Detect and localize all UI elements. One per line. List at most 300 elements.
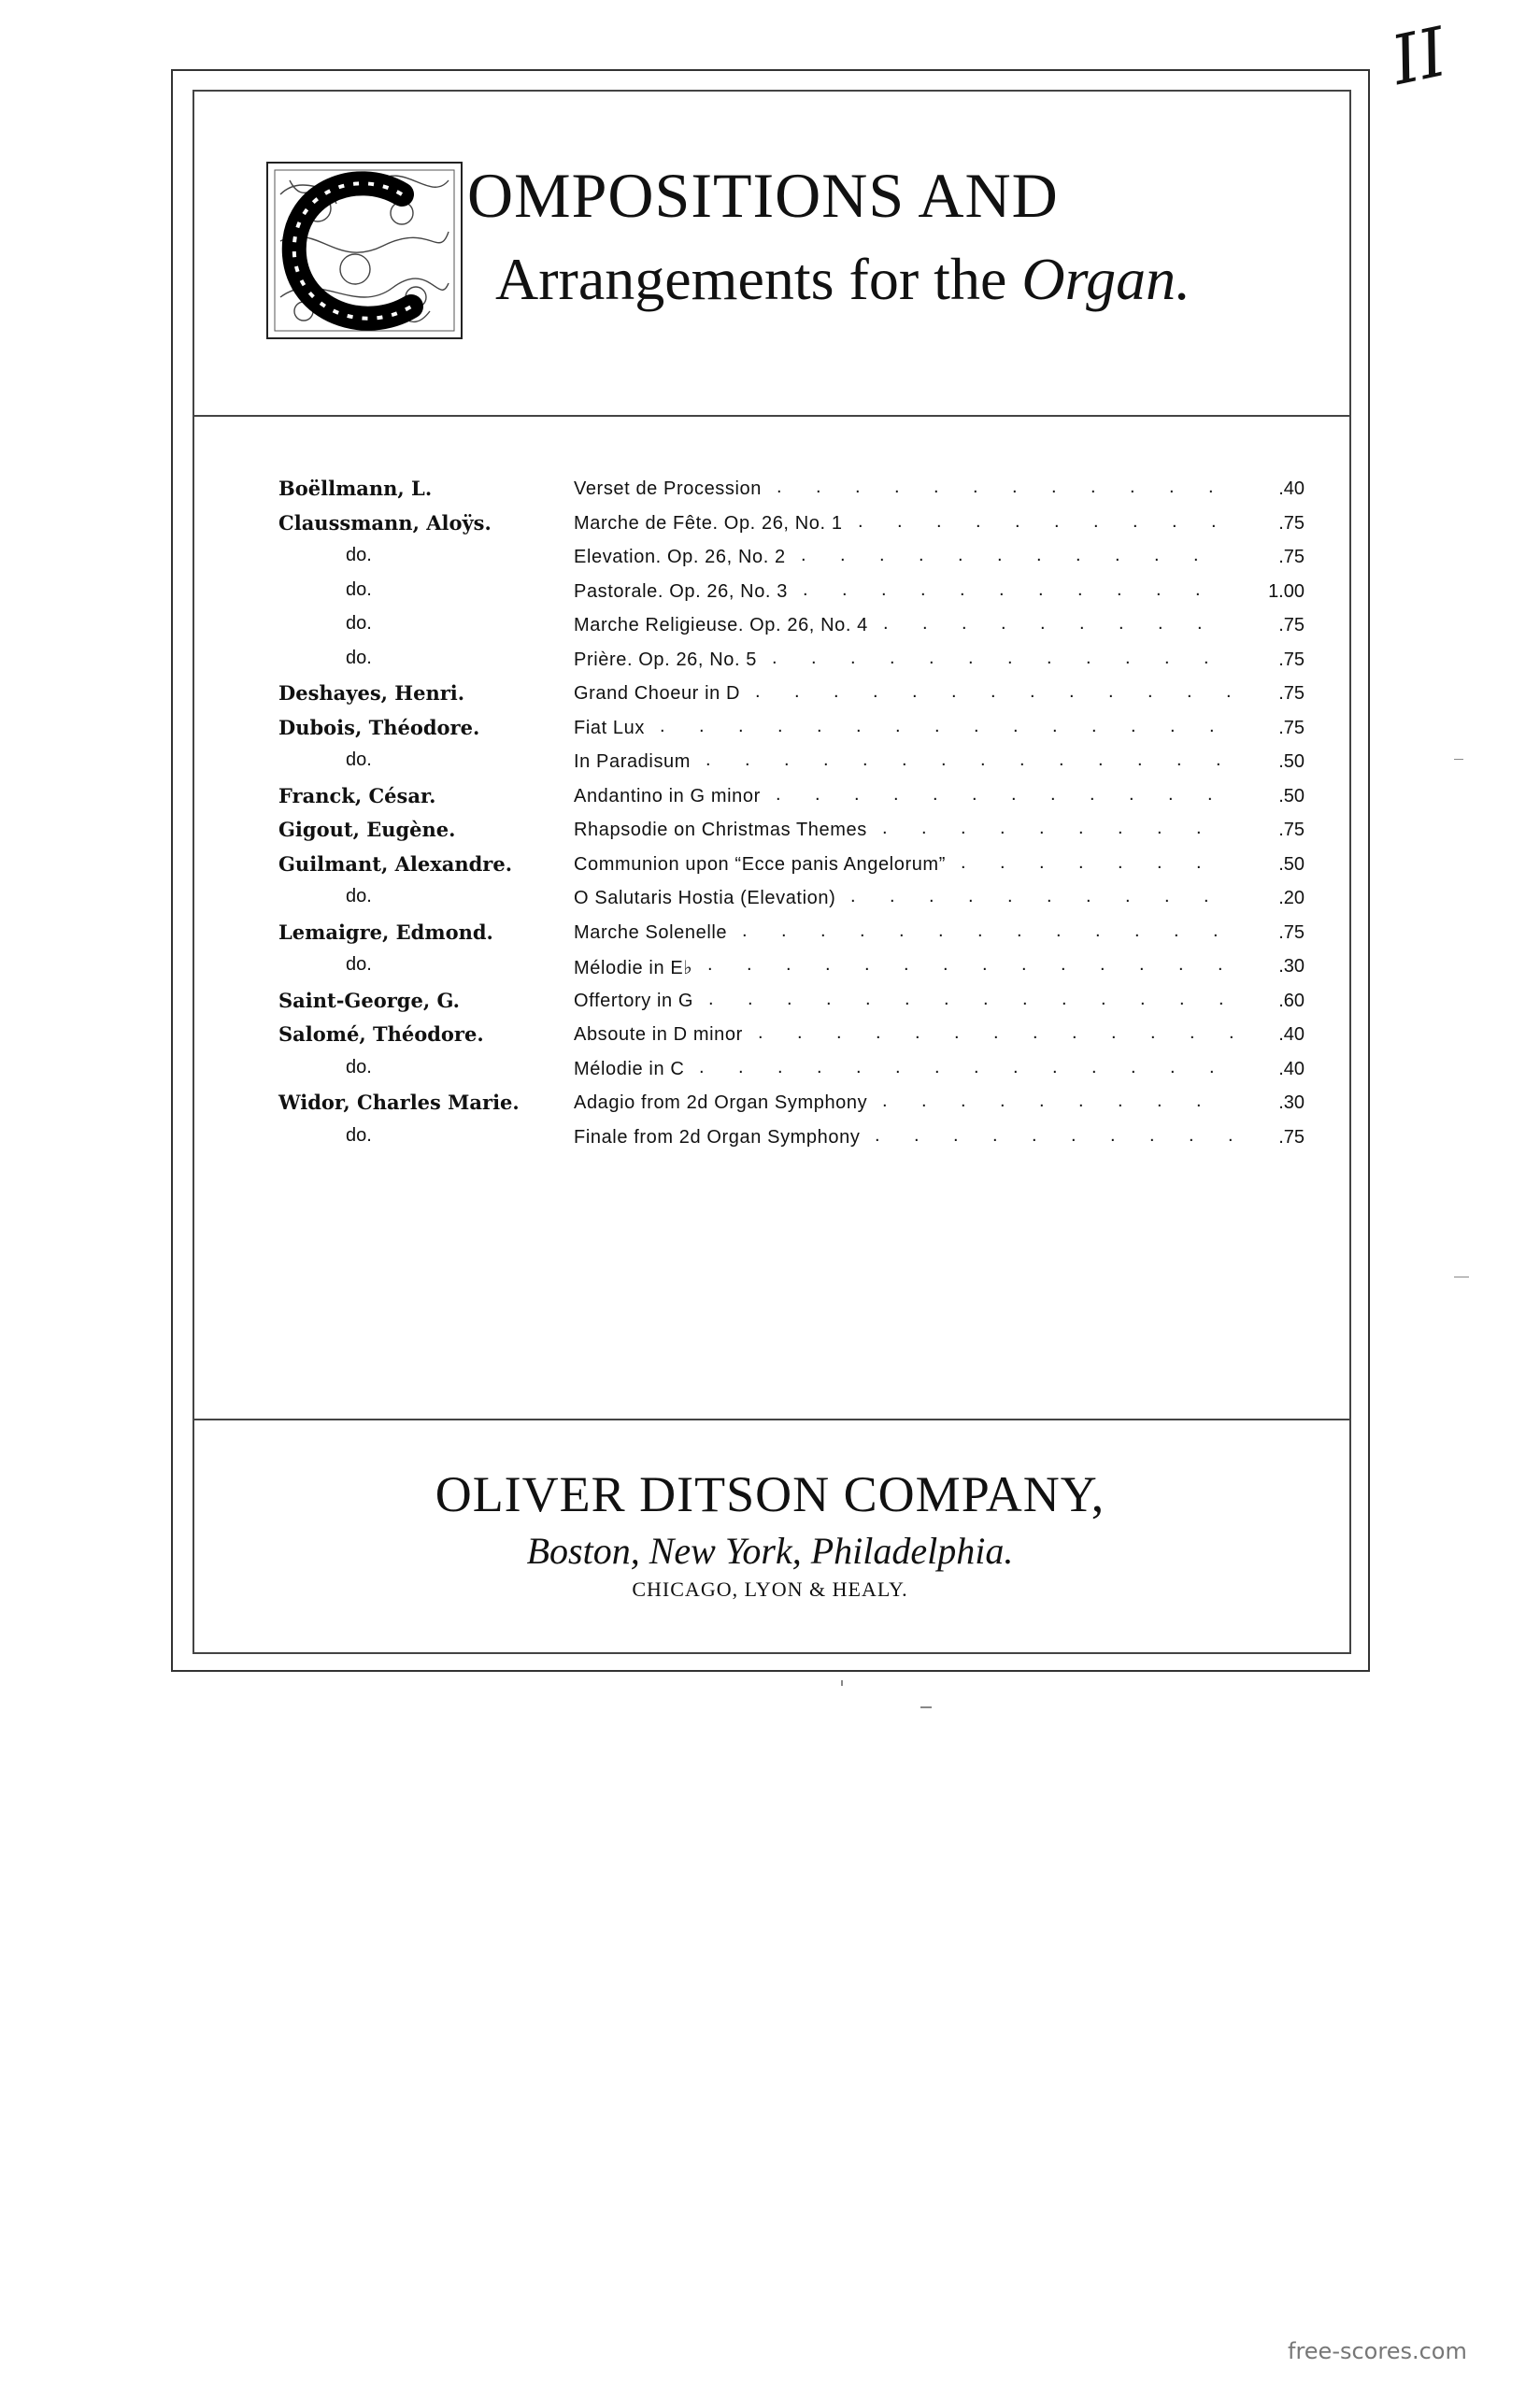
leader-dot: . (982, 954, 988, 975)
leader-dot: . (893, 783, 899, 805)
leader-dot: . (974, 1056, 979, 1077)
price: .75 (1278, 820, 1305, 840)
publisher-name: OLIVER DITSON COMPANY, (435, 1466, 1105, 1522)
leader-dot: . (1051, 477, 1057, 497)
leader-dot: . (974, 715, 979, 736)
leader-dot: . (1148, 681, 1153, 702)
leader-dot: . (999, 578, 1005, 600)
leader-dot: . (801, 545, 806, 565)
leader-dot: . (815, 783, 820, 805)
leader-dot: . (1119, 613, 1124, 634)
leader-dot: . (823, 749, 829, 770)
leader-dot: . (1047, 886, 1052, 906)
composer-name: do. (346, 578, 372, 600)
leader-dot: . (902, 749, 907, 770)
leader-dot: . (1190, 1022, 1195, 1043)
list-item (277, 954, 1305, 989)
leader-dot: . (758, 1022, 763, 1043)
leader-dot: . (820, 920, 826, 941)
leader-dot: . (777, 477, 782, 497)
leader-dot: . (1178, 954, 1184, 975)
leader-dot: . (944, 988, 949, 1009)
leader-dot: . (899, 920, 905, 941)
list-item (277, 749, 1305, 784)
composer-name: Saint-George, G. (278, 988, 460, 1012)
leader-dot: . (934, 477, 939, 497)
leader-dot: . (1021, 954, 1027, 975)
leader-dot: . (777, 715, 783, 736)
scan-speck (1454, 759, 1463, 760)
leader-dot: . (1125, 647, 1131, 668)
leader-dot: . (973, 477, 978, 497)
leader-dot: . (1062, 988, 1067, 1009)
leader-dot: . (699, 1056, 705, 1077)
ornamental-initial-c (262, 157, 467, 344)
leader-dot: . (708, 988, 714, 1009)
leader-dot: . (929, 647, 934, 668)
leader-dot: . (1022, 988, 1028, 1009)
leader-dot: . (784, 749, 790, 770)
leader-dot: . (933, 783, 938, 805)
composition-title: Mélodie in E♭ (574, 958, 693, 978)
leader-dot: . (1110, 1124, 1116, 1146)
leader-dot: . (1091, 477, 1096, 497)
leader-dot: . (934, 1056, 940, 1077)
leader-dot: . (1174, 920, 1179, 941)
leader-dot: . (954, 1022, 960, 1043)
composer-name: do. (346, 954, 372, 975)
price: 1.00 (1268, 580, 1305, 602)
leader-dot: . (879, 545, 885, 565)
leader-dot: . (1149, 1124, 1155, 1146)
leader-dot: . (921, 818, 927, 838)
composition-title: Fiat Lux (574, 717, 645, 738)
leader-dot: . (895, 715, 901, 736)
price: .75 (1278, 547, 1305, 567)
leader-dot: . (1052, 1056, 1058, 1077)
list-item (277, 1125, 1305, 1160)
leader-dot: . (1111, 1022, 1117, 1043)
list-item (277, 920, 1305, 955)
leader-dot: . (897, 510, 903, 532)
price: .75 (1278, 683, 1305, 704)
composer-name: Deshayes, Henri. (278, 681, 465, 705)
leader-dot: . (826, 988, 832, 1009)
leader-dot: . (854, 783, 860, 805)
leader-dot: . (797, 1022, 803, 1043)
leader-dot: . (1020, 749, 1025, 770)
price: .30 (1278, 1092, 1305, 1113)
leader-dot: . (1117, 578, 1122, 600)
leader-dot: . (834, 681, 839, 702)
leader-dot: . (1013, 1056, 1019, 1077)
leader-dot: . (1078, 1091, 1084, 1111)
price: .50 (1278, 751, 1305, 772)
leader-dot: . (1169, 477, 1175, 497)
composition-title: Prière. Op. 26, No. 5 (574, 649, 758, 670)
composition-title: In Paradisum (574, 751, 692, 772)
leader-dot: . (850, 647, 856, 668)
leader-dot: . (1115, 545, 1120, 565)
leader-dot: . (787, 988, 792, 1009)
list-item (277, 545, 1305, 579)
leader-dot: . (905, 988, 910, 1009)
composition-title: Communion upon “Ecce panis Angelorum” (574, 853, 946, 875)
leader-dot: . (1193, 545, 1199, 565)
leader-dot: . (992, 1124, 998, 1146)
price: .40 (1278, 478, 1305, 499)
composition-title: Offertory in G (574, 990, 694, 1011)
leader-dot: . (953, 1124, 959, 1146)
title-organ-word: Organ. (1021, 246, 1191, 312)
leader-dot: . (976, 510, 981, 532)
leader-dot: . (803, 578, 808, 600)
publisher-cities: Boston, New York, Philadelphia. (526, 1530, 1014, 1572)
leader-dot: . (1033, 1022, 1038, 1043)
leader-dot: . (1229, 1022, 1234, 1043)
leader-dot: . (983, 988, 989, 1009)
leader-dot: . (706, 749, 711, 770)
leader-dot: . (1040, 613, 1046, 634)
leader-dot: . (772, 647, 777, 668)
leader-dot: . (794, 681, 800, 702)
composer-name: do. (346, 749, 372, 770)
leader-dot: . (1090, 783, 1095, 805)
leader-dot: . (1086, 647, 1091, 668)
list-item (277, 1022, 1305, 1057)
leader-dot: . (1170, 1056, 1176, 1077)
leader-dot: . (997, 545, 1003, 565)
leader-dot: . (755, 681, 761, 702)
leader-dot: . (943, 954, 948, 975)
leader-dot: . (1079, 613, 1085, 634)
leader-dot: . (1069, 681, 1075, 702)
leader-dot: . (1007, 886, 1013, 906)
leader-dot: . (1139, 954, 1145, 975)
leader-dot: . (1209, 1056, 1215, 1077)
leader-dot: . (1072, 1022, 1077, 1043)
leader-dot: . (1030, 681, 1035, 702)
leader-dot: . (1076, 545, 1081, 565)
leader-dot: . (914, 1124, 920, 1146)
price: .60 (1278, 990, 1305, 1011)
leader-dot: . (1039, 818, 1045, 838)
composer-name: do. (346, 545, 372, 565)
leader-dot: . (1001, 613, 1006, 634)
leader-dot: . (1204, 647, 1209, 668)
leader-dot: . (850, 886, 856, 906)
leader-dot: . (863, 749, 868, 770)
list-item (277, 818, 1305, 852)
leader-dot: . (1091, 1056, 1097, 1077)
leader-dot: . (1156, 578, 1162, 600)
leader-dot: . (968, 886, 974, 906)
leader-dot: . (1000, 818, 1005, 838)
leader-dot: . (921, 1091, 927, 1111)
leader-dot: . (1207, 783, 1213, 805)
leader-dot: . (747, 954, 752, 975)
leader-dot: . (1131, 715, 1136, 736)
leader-dot: . (1197, 613, 1203, 634)
leader-dot: . (860, 920, 865, 941)
leader-dot: . (961, 818, 966, 838)
leader-dot: . (865, 988, 871, 1009)
composer-name: Widor, Charles Marie. (278, 1091, 520, 1114)
leader-dot: . (1039, 1091, 1045, 1111)
leader-dot: . (745, 749, 750, 770)
watermark: free-scores.com (1288, 2338, 1467, 2364)
leader-dot: . (699, 715, 705, 736)
price: .75 (1278, 717, 1305, 738)
leader-dot: . (1091, 715, 1097, 736)
leader-dot: . (1195, 578, 1201, 600)
price: .75 (1278, 649, 1305, 670)
composition-title: Absoute in D minor (574, 1024, 743, 1045)
composer-name: Franck, César. (278, 783, 436, 807)
leader-dot: . (1050, 783, 1056, 805)
leader-dot: . (920, 578, 926, 600)
composer-name: Lemaigre, Edmond. (278, 920, 493, 944)
leader-dot: . (1052, 715, 1058, 736)
leader-dot: . (919, 545, 924, 565)
leader-dot: . (1007, 647, 1013, 668)
leader-dot: . (1013, 715, 1019, 736)
publisher-agent: CHICAGO, LYON & HEALY. (632, 1577, 908, 1601)
leader-dot: . (1196, 851, 1202, 873)
leader-dot: . (936, 510, 942, 532)
price: .50 (1278, 853, 1305, 875)
price: .50 (1278, 785, 1305, 806)
leader-dot: . (1168, 783, 1174, 805)
leader-dot: . (1093, 510, 1099, 532)
leader-dot: . (1157, 851, 1162, 873)
leader-dot: . (1157, 818, 1162, 838)
leader-dot: . (881, 578, 887, 600)
composer-name: Dubois, Théodore. (278, 715, 480, 739)
leader-dot: . (1017, 920, 1022, 941)
leader-dot: . (776, 783, 781, 805)
leader-dot: . (1154, 545, 1160, 565)
leader-dot: . (1077, 578, 1083, 600)
leader-dot: . (1015, 510, 1020, 532)
leader-dot: . (1208, 477, 1214, 497)
leader-dot: . (882, 818, 888, 838)
leader-dot: . (958, 545, 963, 565)
leader-dot: . (883, 613, 889, 634)
leader-dot: . (817, 1056, 822, 1077)
leader-dot: . (1098, 749, 1104, 770)
scan-speck (920, 1706, 932, 1708)
leader-dot: . (1125, 886, 1131, 906)
leader-dot: . (1133, 510, 1138, 532)
list-item (277, 1091, 1305, 1125)
leader-dot: . (961, 1091, 966, 1111)
leader-dot: . (1071, 1124, 1077, 1146)
leader-dot: . (876, 1022, 881, 1043)
leader-dot: . (1176, 749, 1182, 770)
leader-dot: . (1118, 1091, 1123, 1111)
composer-name: Claussmann, Aloÿs. (278, 510, 492, 535)
leader-dot: . (1164, 647, 1170, 668)
leader-dot: . (1219, 988, 1224, 1009)
leader-dot: . (961, 851, 966, 873)
leader-dot: . (825, 954, 831, 975)
list-item (277, 852, 1305, 887)
leader-dot: . (856, 715, 862, 736)
leader-dot: . (991, 681, 996, 702)
leader-dot: . (1134, 920, 1140, 941)
composer-name: Salomé, Théodore. (278, 1022, 484, 1046)
leader-dot: . (960, 578, 965, 600)
list-item (277, 989, 1305, 1023)
leader-dot: . (786, 954, 791, 975)
price: .20 (1278, 888, 1305, 908)
composition-title: Andantino in G minor (574, 785, 761, 806)
list-item (277, 784, 1305, 819)
list-item (277, 477, 1305, 511)
leader-dot: . (1211, 510, 1217, 532)
leader-dot: . (1108, 681, 1114, 702)
leader-dot: . (842, 578, 848, 600)
leader-dot: . (922, 613, 928, 634)
leader-dot: . (1158, 613, 1163, 634)
title-line-2 (495, 245, 1191, 314)
leader-dot: . (1216, 749, 1221, 770)
price: .40 (1278, 1024, 1305, 1045)
leader-dot: . (811, 647, 817, 668)
leader-dot: . (1150, 1022, 1156, 1043)
composer-name: do. (346, 647, 372, 668)
leader-dot: . (895, 1056, 901, 1077)
leader-dot: . (1209, 715, 1215, 736)
title-line-2-text: Arrangements for the (495, 246, 1022, 312)
leader-dot: . (993, 1022, 999, 1043)
composition-title: Marche Religieuse. Op. 26, No. 4 (574, 615, 868, 635)
composer-name: do. (346, 1056, 372, 1077)
leader-dot: . (1047, 647, 1052, 668)
leader-dot: . (1012, 477, 1018, 497)
leader-dot: . (1170, 715, 1176, 736)
leader-dot: . (890, 647, 895, 668)
leader-dot: . (742, 920, 748, 941)
leader-dot: . (836, 1022, 842, 1043)
leader-dot: . (840, 545, 846, 565)
composition-title: Elevation. Op. 26, No. 2 (574, 547, 786, 567)
leader-dot: . (748, 988, 753, 1009)
leader-dot: . (1130, 477, 1135, 497)
leader-dot: . (777, 1056, 783, 1077)
list-item (277, 1057, 1305, 1092)
leader-dot: . (938, 920, 944, 941)
leader-dot: . (1038, 578, 1044, 600)
composition-title: Adagio from 2d Organ Symphony (574, 1092, 868, 1113)
leader-dot: . (1179, 988, 1185, 1009)
leader-dot: . (1086, 886, 1091, 906)
leader-dot: . (1118, 818, 1123, 838)
price: .40 (1278, 1058, 1305, 1079)
leader-dot: . (1131, 1056, 1136, 1077)
leader-dot: . (1187, 681, 1192, 702)
leader-dot: . (1164, 886, 1170, 906)
composition-title: Marche de Fête. Op. 26, No. 1 (574, 512, 843, 534)
composition-title: Mélodie in C (574, 1058, 685, 1079)
list-item (277, 579, 1305, 614)
leader-dot: . (1101, 988, 1106, 1009)
list-item (277, 511, 1305, 546)
leader-dot: . (855, 477, 861, 497)
leader-dot: . (980, 749, 986, 770)
leader-dot: . (1061, 954, 1066, 975)
price: .75 (1278, 1126, 1305, 1148)
leader-dot: . (1100, 954, 1105, 975)
list-item (277, 648, 1305, 682)
leader-dot: . (816, 477, 821, 497)
leader-dot: . (1218, 954, 1223, 975)
leader-dot: . (1032, 1124, 1037, 1146)
leader-dot: . (941, 749, 947, 770)
leader-dot: . (738, 1056, 744, 1077)
leader-dot: . (1129, 783, 1134, 805)
list-item (277, 613, 1305, 648)
leader-dot: . (1011, 783, 1017, 805)
composition-title: Verset de Procession (574, 478, 762, 499)
leader-dot: . (873, 681, 878, 702)
leader-dot: . (1196, 1091, 1202, 1111)
leader-dot: . (912, 681, 918, 702)
leader-dot: . (1000, 851, 1005, 873)
leader-dot: . (1213, 920, 1219, 941)
leader-dot: . (1140, 988, 1146, 1009)
leader-dot: . (1039, 851, 1045, 873)
leader-dot: . (1189, 1124, 1194, 1146)
leader-dot: . (929, 886, 934, 906)
leader-dot: . (1157, 1091, 1162, 1111)
leader-dot: . (660, 715, 665, 736)
leader-dot: . (1056, 920, 1062, 941)
leader-dot: . (968, 647, 974, 668)
composer-name: do. (346, 886, 372, 906)
leader-dot: . (1078, 818, 1084, 838)
leader-dot: . (1036, 545, 1042, 565)
leader-dot: . (1000, 1091, 1005, 1111)
leader-dot: . (781, 920, 787, 941)
leader-dot: . (977, 920, 983, 941)
leader-dot: . (1078, 851, 1084, 873)
composition-title: Finale from 2d Organ Symphony (574, 1126, 861, 1148)
leader-dot: . (890, 886, 895, 906)
composition-title: Grand Choeur in D (574, 683, 741, 704)
compositions-list (277, 477, 1305, 1159)
list-item (277, 886, 1305, 920)
leader-dot: . (1059, 749, 1064, 770)
composition-title: Marche Solenelle (574, 921, 728, 943)
composer-name: do. (346, 1124, 372, 1146)
list-item (277, 681, 1305, 716)
leader-dot: . (858, 510, 863, 532)
leader-dot: . (1137, 749, 1143, 770)
leader-dot: . (1118, 851, 1123, 873)
composer-name: Gigout, Eugène. (278, 818, 456, 841)
title-line-1: OMPOSITIONS AND (467, 160, 1059, 231)
leader-dot: . (864, 954, 870, 975)
leader-dot: . (951, 681, 957, 702)
composer-name: Boëllmann, L. (278, 477, 433, 500)
scan-speck (841, 1680, 843, 1686)
price: .75 (1278, 921, 1305, 943)
leader-dot: . (962, 613, 967, 634)
leader-dot: . (882, 1091, 888, 1111)
leader-dot: . (875, 1124, 880, 1146)
